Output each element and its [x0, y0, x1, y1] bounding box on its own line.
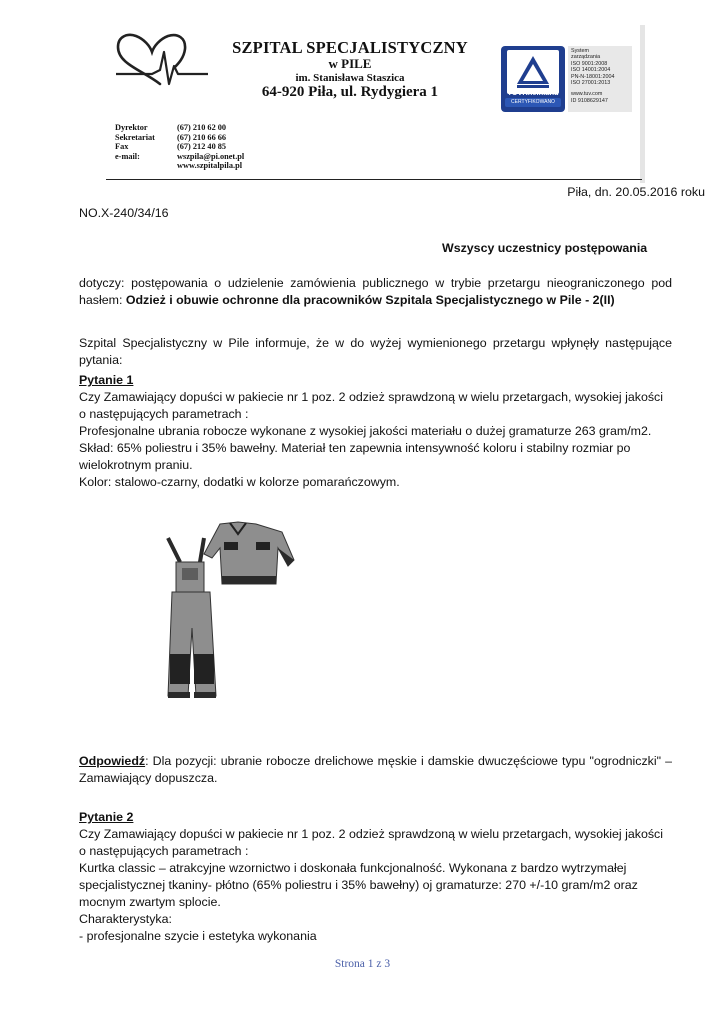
cert-line: www.tuv.com [571, 91, 603, 98]
document-date: Piła, dn. 20.05.2016 roku [567, 185, 705, 199]
question-2-line: - profesjonalne szycie i estetyka wykonania [79, 929, 317, 943]
question-1-heading [79, 372, 133, 389]
contact-label: e-mail: [115, 151, 140, 161]
cert-line: ISO 27001:2013 [571, 80, 611, 87]
hospital-city: w PILE [328, 56, 372, 71]
contact-row [115, 152, 244, 162]
question-2-heading-text: Pytanie 2 [79, 810, 134, 824]
addressee: Wszyscy uczestnicy postępowania [442, 241, 648, 255]
contact-label: Dyrektor [115, 123, 148, 132]
hospital-patron: im. Stanisława Staszica [295, 72, 405, 84]
subject-prefix: dotyczy: postępowania o udzielenie zamówienia publicznego w trybie przetargu nieograniczonego pod hasłem: [79, 276, 672, 307]
contact-row [115, 123, 244, 133]
cert-line: PN-N-18001:2004 [571, 73, 615, 80]
contact-row [115, 161, 244, 171]
question-2-line: Czy Zamawiający dopuści w pakiecie nr 1 poz. 2 odzież sprawdzoną w wielu przetargach, wysokiej jakości o następujących parametrach : [79, 827, 663, 858]
tuv-brand: TÜVRheinland [507, 88, 559, 97]
workwear-image [160, 518, 300, 713]
cert-line: ISO 9001:2008 [571, 60, 608, 67]
contact-value: www.szpitalpila.pl [177, 161, 243, 171]
subject-paragraph [79, 275, 672, 309]
question-1-line: Czy Zamawiający dopuści w pakiecie nr 1 poz. 2 odzież sprawdzoną w wielu przetargach, wysokiej jakości o następujących parametrach : [79, 390, 663, 421]
answer-label: Odpowiedź [79, 754, 146, 768]
contact-value: wszpila@pi.onet.pl [177, 151, 245, 161]
contact-value: (67) 212 40 85 [177, 142, 227, 152]
subject-title: Odzież i obuwie ochronne dla pracowników Szpitala Specjalistycznego w Pile - 2(II) [125, 293, 615, 307]
contact-row [115, 133, 244, 143]
contact-value: (67) 210 66 66 [177, 132, 227, 142]
question-2-line: Kurtka classic – atrakcyjne wzornictwo i doskonała funkcjonalność. Wykonana z bardzo wytrzymałej specjalistycznej tkaniny- płótno (65% poliestru i 35% bawełny) oj gramaturze: 270 +/-10 gram/m2 oraz mocnym zwartym splocie. [79, 861, 638, 909]
cert-line: ID 9108629147 [571, 97, 608, 104]
contact-list [115, 123, 244, 171]
question-1-heading-text: Pytanie 1 [79, 373, 134, 387]
question-2-body [79, 826, 669, 945]
question-2-heading [79, 809, 133, 826]
page-footer: Strona 1 z 3 [334, 958, 391, 970]
hospital-logo [112, 30, 212, 88]
contact-label: Sekretariat [115, 132, 155, 142]
contact-label: Fax [115, 142, 129, 152]
certification-box [568, 46, 632, 112]
answer-1-text: : Dla pozycji: ubranie robocze drelichowe męskie i damskie dwuczęściowe typu "ogrodniczki" – Zamawiający dopuszcza. [79, 754, 672, 785]
contact-row [115, 142, 244, 152]
hospital-address: 64-920 Piła, ul. Rydygiera 1 [261, 84, 439, 100]
reference-number: NO.X-240/34/16 [79, 206, 169, 220]
cert-line: ISO 14001:2004 [571, 67, 611, 74]
contact-label [115, 161, 177, 171]
answer-1 [79, 753, 672, 787]
letterhead-shade [640, 25, 645, 183]
hospital-name: SZPITAL SPECJALISTYCZNY [232, 38, 468, 57]
contact-value: (67) 210 62 00 [177, 123, 227, 132]
question-2-line: Charakterystyka: [79, 912, 172, 926]
question-1-line: Profesjonalne ubrania robocze wykonane z wysokiej jakości materiału o dużej gramaturze 263 gram/m2. Skład: 65% poliestru i 35% bawełny. Materiał ten zapewnia intensywność koloru i stabilny rozmiar po wielokrotnym praniu. [79, 424, 652, 472]
intro-paragraph: Szpital Specjalistyczny w Pile informuje, że w do wyżej wymienionego przetargu wpłynęły następujące pytania: [79, 336, 672, 367]
cert-line: zarządzania [571, 54, 601, 61]
question-1-line: Kolor: stalowo-czarny, dodatki w kolorze pomarańczowym. [79, 475, 400, 489]
cert-line: System [571, 48, 589, 54]
letterhead-divider [106, 179, 642, 180]
tuv-badge: CERTYFIKOWANO [505, 98, 561, 107]
question-1-body [79, 389, 669, 491]
